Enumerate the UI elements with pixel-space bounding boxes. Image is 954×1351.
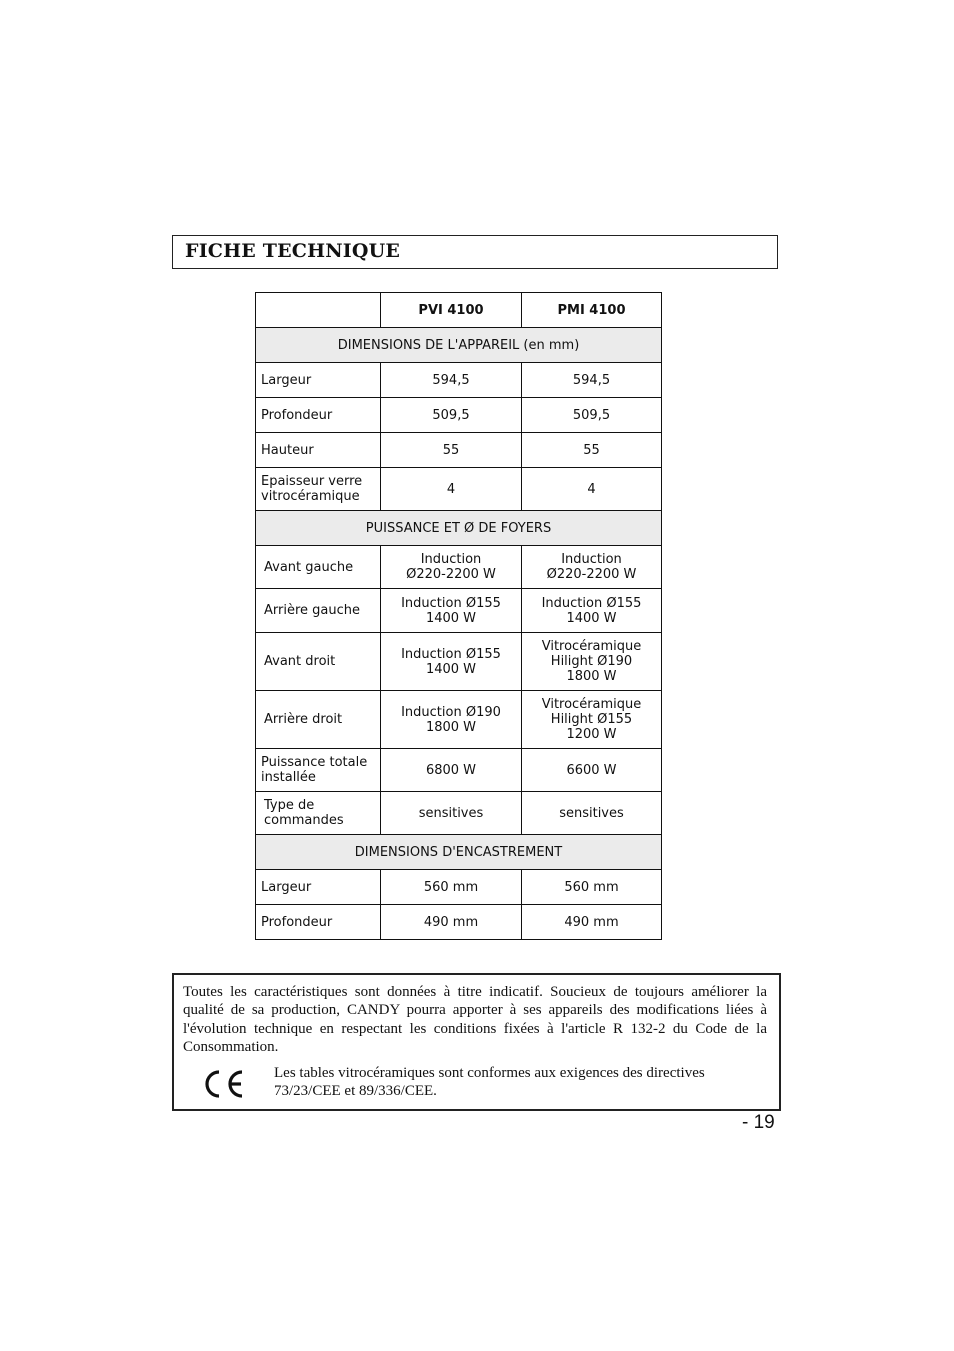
cell-pvi: sensitives [381,792,522,835]
cell-pmi: Induction Ø155 1400 W [522,589,662,633]
cell-pvi: 55 [381,433,522,468]
row-label: Profondeur [256,398,381,433]
ce-mark-icon [200,1068,246,1100]
row-label: Largeur [256,870,381,905]
row-label: Puissance totale installée [256,749,381,792]
table-row [256,870,662,905]
ce-compliance-text: Les tables vitrocéramiques sont conformes aux exigences des directives 73/23/CEE et 89/336/CEE. [274,1065,705,1100]
row-label: Avant gauche [256,546,381,589]
cell-pvi: 509,5 [381,398,522,433]
table-row [256,792,662,835]
cell-pvi: 594,5 [381,363,522,398]
disclaimer-text: Toutes les caractéristiques sont données à titre indicatif. Soucieux de toujours améliorer la qualité de sa production, CANDY pourra apporter à ses appareils des modifications liées à l'évolution technique en respectant les conditions fixées à l'article R 132-2 du Code de la Consommation. [183,984,767,1055]
spec-table [255,292,662,940]
cell-pmi: 4 [522,468,662,511]
row-label: Epaisseur verre vitrocéramique [256,468,381,511]
cell-pvi: Induction Ø190 1800 W [381,691,522,749]
disclaimer-box [172,973,781,1111]
page-number: - 19 [742,1112,775,1133]
cell-pmi: 6600 W [522,749,662,792]
section-heading-puissance-foyers: PUISSANCE ET Ø DE FOYERS [256,511,662,546]
table-row [256,633,662,691]
header-pmi-4100: PMI 4100 [522,293,662,328]
table-row [256,468,662,511]
section-heading-dimensions-appareil: DIMENSIONS DE L'APPAREIL (en mm) [256,328,662,363]
cell-pvi: Induction Ø155 1400 W [381,633,522,691]
section-row [256,835,662,870]
cell-pmi: 509,5 [522,398,662,433]
row-label: Hauteur [256,433,381,468]
cell-pmi: sensitives [522,792,662,835]
row-label: Avant droit [256,633,381,691]
table-row [256,749,662,792]
table-header-row [256,293,662,328]
cell-pvi: Induction Ø155 1400 W [381,589,522,633]
cell-pmi: Induction Ø220-2200 W [522,546,662,589]
table-row [256,433,662,468]
header-pvi-4100: PVI 4100 [381,293,522,328]
header-empty-cell [256,293,381,328]
cell-pvi: 560 mm [381,870,522,905]
page-title: FICHE TECHNIQUE [185,240,401,262]
cell-pmi: 490 mm [522,905,662,940]
cell-pmi: 560 mm [522,870,662,905]
table-row [256,589,662,633]
row-label: Type de commandes [256,792,381,835]
cell-pmi: 594,5 [522,363,662,398]
table-row [256,398,662,433]
table-row [256,905,662,940]
cell-pvi: Induction Ø220-2200 W [381,546,522,589]
title-box [172,235,778,269]
cell-pmi: Vitrocéramique Hilight Ø190 1800 W [522,633,662,691]
cell-pmi: Vitrocéramique Hilight Ø155 1200 W [522,691,662,749]
section-row [256,511,662,546]
cell-pvi: 4 [381,468,522,511]
table-row [256,691,662,749]
row-label: Largeur [256,363,381,398]
row-label: Arrière droit [256,691,381,749]
row-label: Arrière gauche [256,589,381,633]
table-row [256,546,662,589]
cell-pvi: 490 mm [381,905,522,940]
section-heading-dimensions-encastrement: DIMENSIONS D'ENCASTREMENT [256,835,662,870]
row-label: Profondeur [256,905,381,940]
cell-pvi: 6800 W [381,749,522,792]
table-row [256,363,662,398]
section-row [256,328,662,363]
cell-pmi: 55 [522,433,662,468]
